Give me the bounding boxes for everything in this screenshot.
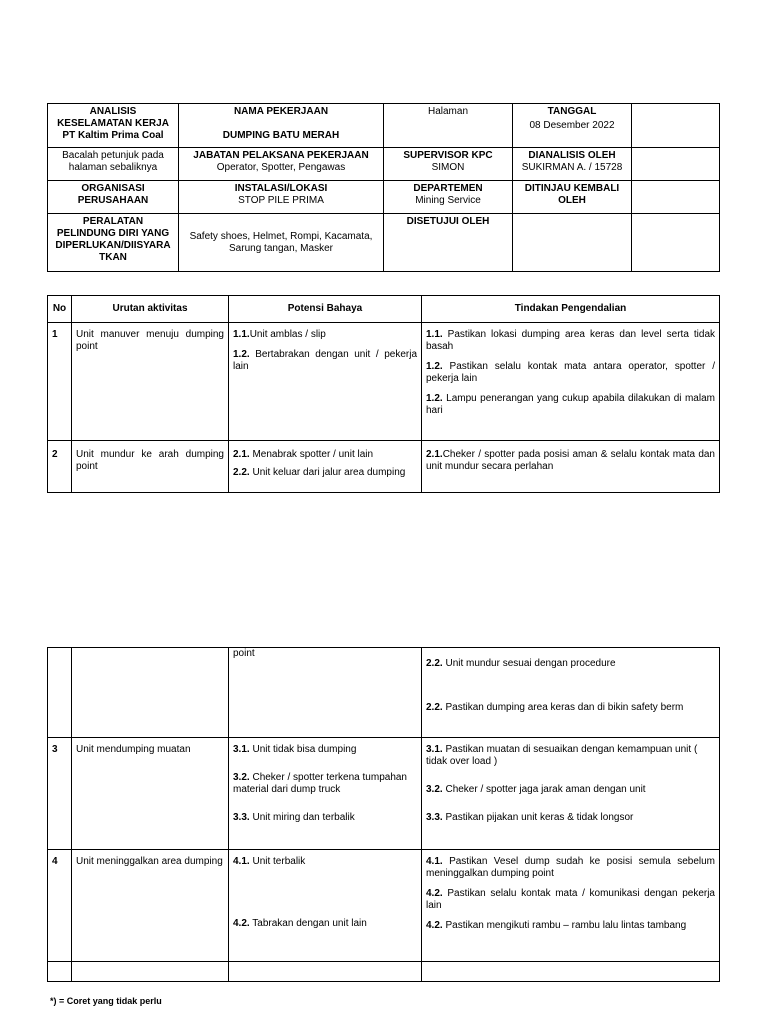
row-hazards: 3.1. Unit tidak bisa dumping 3.2. Cheker / spotter terkena tumpahan material dari dump truck 3.3. Unit miring dan terbalik	[229, 738, 422, 850]
row-number	[48, 648, 72, 738]
peralatan-cell: PERALATAN PELINDUNG DIRI YANG DIPERLUKAN/DIISYARA TKAN	[48, 214, 179, 272]
departemen-value: Mining Service	[415, 195, 481, 206]
tanggal-label: TANGGAL	[547, 106, 597, 117]
document-title: ANALISIS KESELAMATAN KERJA PT Kaltim Prima Coal	[48, 104, 179, 148]
activity-table-page-1	[47, 295, 720, 493]
continuation-text: point	[233, 648, 255, 659]
row-hazards	[229, 648, 422, 738]
column-header-no: No	[48, 296, 72, 323]
jabatan-label: JABATAN PELAKSANA PEKERJAAN	[193, 150, 369, 161]
jsa-header-table	[47, 103, 720, 272]
halaman-cell	[384, 104, 513, 148]
empty-cell	[513, 214, 632, 272]
empty-cell	[632, 104, 720, 148]
row-number: 1	[48, 323, 72, 441]
disetujui-cell	[384, 214, 513, 272]
row-hazards: 1.1.Unit amblas / slip 1.2. Bertabrakan dengan unit / pekerja lain	[229, 323, 422, 441]
instalasi-label: INSTALASI/LOKASI	[234, 183, 328, 194]
row-activity: Unit mendumping muatan	[72, 738, 229, 850]
row-activity: Unit manuver menuju dumping point	[72, 323, 229, 441]
row-controls	[422, 962, 720, 982]
row-hazards	[229, 962, 422, 982]
row-controls: 1.1. Pastikan lokasi dumping area keras dan level serta tidak basah 1.2. Pastikan selalu kontak mata antara operator, spotter / pekerja lain 1.2. Lampu penerangan yang cukup apabila dilakukan di malam hari	[422, 323, 720, 441]
supervisor-cell	[384, 148, 513, 181]
departemen-cell	[384, 181, 513, 214]
row-controls: 2.2. Unit mundur sesuai dengan procedure 2.2. Pastikan dumping area keras dan di bikin safety berm	[422, 648, 720, 738]
row-activity	[72, 648, 229, 738]
tanggal-value: 08 Desember 2022	[529, 120, 615, 131]
row-controls: 2.1.Cheker / spotter pada posisi aman & selalu kontak mata dan unit mundur secara perlahan	[422, 441, 720, 493]
halaman-label: Halaman	[427, 106, 469, 117]
dianalisis-cell	[513, 148, 632, 181]
row-activity: Unit meninggalkan area dumping	[72, 850, 229, 962]
ditinjau-cell: DITINJAU KEMBALI OLEH	[513, 181, 632, 214]
empty-cell	[632, 214, 720, 272]
petunjuk-cell: Bacalah petunjuk pada halaman sebaliknya	[48, 148, 179, 181]
table-row	[48, 738, 720, 850]
table-row	[48, 441, 720, 493]
table-row	[48, 850, 720, 962]
row-number: 4	[48, 850, 72, 962]
instalasi-cell	[179, 181, 384, 214]
nama-pekerjaan-cell	[179, 104, 384, 148]
empty-cell	[632, 148, 720, 181]
table-row-empty	[48, 962, 720, 982]
jabatan-cell	[179, 148, 384, 181]
row-activity: Unit mundur ke arah dumping point	[72, 441, 229, 493]
column-header-urutan: Urutan aktivitas	[72, 296, 229, 323]
departemen-label: DEPARTEMEN	[413, 183, 483, 194]
dianalisis-value: SUKIRMAN A. / 15728	[521, 162, 623, 173]
column-header-potensi: Potensi Bahaya	[229, 296, 422, 323]
instalasi-value: STOP PILE PRIMA	[238, 195, 324, 206]
apd-cell: Safety shoes, Helmet, Rompi, Kacamata, Sarung tangan, Masker	[179, 214, 384, 272]
row-controls: 4.1. Pastikan Vesel dump sudah ke posisi semula sebelum meninggalkan dumping point 4.2. Pastikan selalu kontak mata / komunikasi dengan pekerja lain 4.2. Pastikan mengikuti rambu – rambu lalu lintas tambang	[422, 850, 720, 962]
supervisor-value: SIMON	[431, 162, 465, 173]
table-row-continuation	[48, 648, 720, 738]
disetujui-label: DISETUJUI OLEH	[406, 216, 490, 227]
jabatan-value: Operator, Spotter, Pengawas	[216, 162, 346, 173]
nama-pekerjaan-label: NAMA PEKERJAAN	[233, 106, 329, 117]
column-header-tindakan: Tindakan Pengendalian	[422, 296, 720, 323]
row-controls: 3.1. Pastikan muatan di sesuaikan dengan kemampuan unit ( tidak over load ) 3.2. Cheker / spotter jaga jarak aman dengan unit 3.3. Pastikan pijakan unit keras & tidak longsor	[422, 738, 720, 850]
activity-table-page-2	[47, 647, 720, 982]
row-number	[48, 962, 72, 982]
table-row	[48, 323, 720, 441]
supervisor-label: SUPERVISOR KPC	[403, 150, 493, 161]
footnote: *) = Coret yang tidak perlu	[50, 996, 162, 1006]
nama-pekerjaan-value: DUMPING BATU MERAH	[222, 130, 340, 141]
dianalisis-label: DIANALISIS OLEH	[528, 150, 616, 161]
row-number: 3	[48, 738, 72, 850]
organisasi-cell: ORGANISASI PERUSAHAAN	[48, 181, 179, 214]
tanggal-cell	[513, 104, 632, 148]
row-hazards: 4.1. Unit terbalik 4.2. Tabrakan dengan unit lain	[229, 850, 422, 962]
row-hazards: 2.1. Menabrak spotter / unit lain 2.2. Unit keluar dari jalur area dumping	[229, 441, 422, 493]
row-activity	[72, 962, 229, 982]
row-number: 2	[48, 441, 72, 493]
empty-cell	[632, 181, 720, 214]
